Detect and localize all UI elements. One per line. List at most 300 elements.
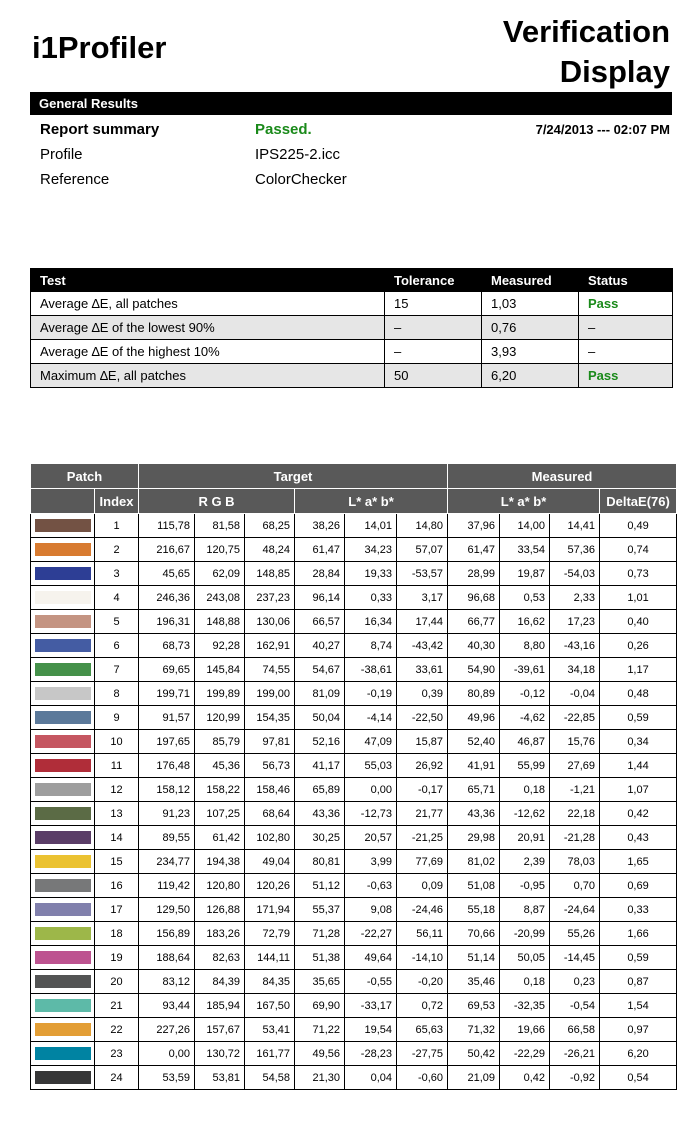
patch-index: 23	[95, 1042, 139, 1066]
target-a: 49,64	[345, 946, 397, 970]
target-b-star: 14,80	[397, 514, 448, 538]
patch-row	[31, 922, 677, 946]
target-g: 183,26	[195, 922, 245, 946]
target-b-star: -27,75	[397, 1042, 448, 1066]
target-b: 48,24	[245, 538, 295, 562]
measured-b-star: -54,03	[550, 562, 600, 586]
target-r: 53,59	[139, 1066, 195, 1090]
color-swatch	[35, 999, 91, 1012]
target-a: 55,03	[345, 754, 397, 778]
target-g: 107,25	[195, 802, 245, 826]
measured-lab-header: L* a* b*	[448, 489, 600, 514]
target-g: 120,80	[195, 874, 245, 898]
patch-row	[31, 634, 677, 658]
patch-swatch-cell	[31, 826, 95, 850]
target-a: -33,17	[345, 994, 397, 1018]
target-g: 61,42	[195, 826, 245, 850]
target-b: 161,77	[245, 1042, 295, 1066]
patch-swatch-cell	[31, 538, 95, 562]
tests-header-tolerance: Tolerance	[385, 269, 482, 292]
target-b-star: 56,11	[397, 922, 448, 946]
reference-label: Reference	[40, 171, 110, 188]
target-b: 120,26	[245, 874, 295, 898]
measured-b-star: 34,18	[550, 658, 600, 682]
target-g: 45,36	[195, 754, 245, 778]
target-r: 69,65	[139, 658, 195, 682]
delta-e: 0,34	[600, 730, 677, 754]
target-b: 130,06	[245, 610, 295, 634]
target-g: 194,38	[195, 850, 245, 874]
target-a: 47,09	[345, 730, 397, 754]
measured-b-star: 0,23	[550, 970, 600, 994]
target-r: 93,44	[139, 994, 195, 1018]
target-l: 69,90	[295, 994, 345, 1018]
measured-b-star: 27,69	[550, 754, 600, 778]
target-b: 54,58	[245, 1066, 295, 1090]
patch-index: 5	[95, 610, 139, 634]
color-swatch	[35, 831, 91, 844]
measured-b-star: -0,04	[550, 682, 600, 706]
target-r: 91,57	[139, 706, 195, 730]
patch-row	[31, 1042, 677, 1066]
measured-b-star: 2,33	[550, 586, 600, 610]
patch-row	[31, 754, 677, 778]
measured-l: 54,90	[448, 658, 500, 682]
delta-e: 1,44	[600, 754, 677, 778]
target-a: 8,74	[345, 634, 397, 658]
measured-b-star: 55,26	[550, 922, 600, 946]
target-l: 96,14	[295, 586, 345, 610]
patch-swatch-cell	[31, 706, 95, 730]
document-title-line1: Verification	[502, 14, 670, 49]
patch-row	[31, 946, 677, 970]
measured-l: 66,77	[448, 610, 500, 634]
delta-e: 0,69	[600, 874, 677, 898]
target-l: 28,84	[295, 562, 345, 586]
tests-row	[31, 316, 673, 340]
target-g: 158,22	[195, 778, 245, 802]
delta-e-header: DeltaE(76)	[600, 489, 677, 514]
measured-b-star: -22,85	[550, 706, 600, 730]
test-name: Maximum ∆E, all patches	[31, 364, 385, 388]
patch-index: 17	[95, 898, 139, 922]
target-b-star: -14,10	[397, 946, 448, 970]
target-g: 199,89	[195, 682, 245, 706]
target-b: 171,94	[245, 898, 295, 922]
color-swatch	[35, 1023, 91, 1036]
measured-l: 43,36	[448, 802, 500, 826]
measured-b-star: 17,23	[550, 610, 600, 634]
target-l: 38,26	[295, 514, 345, 538]
patch-swatch-cell	[31, 898, 95, 922]
color-swatch	[35, 567, 91, 580]
measured-b-star: 78,03	[550, 850, 600, 874]
app-title: i1Profiler	[32, 30, 167, 65]
patch-index: 4	[95, 586, 139, 610]
target-g: 157,67	[195, 1018, 245, 1042]
delta-e: 0,73	[600, 562, 677, 586]
target-r: 156,89	[139, 922, 195, 946]
target-b-star: -43,42	[397, 634, 448, 658]
general-results-bar: General Results	[30, 92, 672, 115]
measured-l: 80,89	[448, 682, 500, 706]
target-a: -4,14	[345, 706, 397, 730]
patch-swatch-cell	[31, 610, 95, 634]
target-g: 145,84	[195, 658, 245, 682]
delta-e: 0,48	[600, 682, 677, 706]
test-name: Average ∆E of the highest 10%	[31, 340, 385, 364]
patch-swatch-cell	[31, 874, 95, 898]
target-b: 148,85	[245, 562, 295, 586]
delta-e: 0,33	[600, 898, 677, 922]
test-status: Pass	[579, 364, 673, 388]
target-a: -28,23	[345, 1042, 397, 1066]
patch-swatch-cell	[31, 778, 95, 802]
patch-index: 24	[95, 1066, 139, 1090]
measured-a: 0,18	[500, 778, 550, 802]
patch-sub-header-row	[31, 489, 677, 514]
delta-e: 0,59	[600, 706, 677, 730]
target-b-star: 17,44	[397, 610, 448, 634]
report-summary-label: Report summary	[40, 121, 160, 138]
target-r: 176,48	[139, 754, 195, 778]
target-a: 3,99	[345, 850, 397, 874]
target-r: 158,12	[139, 778, 195, 802]
target-b: 102,80	[245, 826, 295, 850]
target-a: -22,27	[345, 922, 397, 946]
measured-a: 2,39	[500, 850, 550, 874]
measured-b-star: 15,76	[550, 730, 600, 754]
patch-row	[31, 994, 677, 1018]
patch-index: 22	[95, 1018, 139, 1042]
target-b: 84,35	[245, 970, 295, 994]
test-measured: 6,20	[482, 364, 579, 388]
patch-swatch-cell	[31, 922, 95, 946]
target-g: 185,94	[195, 994, 245, 1018]
target-l: 71,22	[295, 1018, 345, 1042]
color-swatch	[35, 759, 91, 772]
color-swatch	[35, 591, 91, 604]
target-r: 227,26	[139, 1018, 195, 1042]
measured-a: -20,99	[500, 922, 550, 946]
delta-e: 1,66	[600, 922, 677, 946]
patch-swatch-cell	[31, 586, 95, 610]
target-l: 51,12	[295, 874, 345, 898]
delta-e: 1,54	[600, 994, 677, 1018]
patch-swatch-cell	[31, 634, 95, 658]
patch-group-header: Patch	[31, 464, 139, 489]
target-rgb-header: R G B	[139, 489, 295, 514]
target-b: 158,46	[245, 778, 295, 802]
test-status: –	[579, 340, 673, 364]
patch-index: 11	[95, 754, 139, 778]
measured-l: 96,68	[448, 586, 500, 610]
patch-index: 16	[95, 874, 139, 898]
target-b-star: -0,60	[397, 1066, 448, 1090]
target-a: 20,57	[345, 826, 397, 850]
measured-l: 81,02	[448, 850, 500, 874]
test-tolerance: 15	[385, 292, 482, 316]
delta-e: 1,01	[600, 586, 677, 610]
color-swatch	[35, 807, 91, 820]
target-l: 71,28	[295, 922, 345, 946]
swatch-header	[31, 489, 95, 514]
document-title	[503, 12, 670, 92]
test-tolerance: –	[385, 316, 482, 340]
measured-l: 52,40	[448, 730, 500, 754]
target-g: 53,81	[195, 1066, 245, 1090]
target-g: 85,79	[195, 730, 245, 754]
target-l: 50,04	[295, 706, 345, 730]
test-measured: 3,93	[482, 340, 579, 364]
patch-index: 12	[95, 778, 139, 802]
patch-row	[31, 706, 677, 730]
tests-row	[31, 292, 673, 316]
target-l: 30,25	[295, 826, 345, 850]
patch-swatch-cell	[31, 730, 95, 754]
target-a: 16,34	[345, 610, 397, 634]
measured-a: -32,35	[500, 994, 550, 1018]
patch-index: 10	[95, 730, 139, 754]
target-b-star: -0,17	[397, 778, 448, 802]
target-g: 62,09	[195, 562, 245, 586]
color-swatch	[35, 639, 91, 652]
target-b: 154,35	[245, 706, 295, 730]
color-swatch	[35, 879, 91, 892]
measured-a: 0,18	[500, 970, 550, 994]
patch-index: 7	[95, 658, 139, 682]
target-a: 0,00	[345, 778, 397, 802]
test-measured: 1,03	[482, 292, 579, 316]
profile-value: IPS225-2.icc	[255, 146, 341, 163]
target-r: 45,65	[139, 562, 195, 586]
tests-header-row	[31, 269, 673, 292]
patch-row	[31, 1018, 677, 1042]
color-swatch	[35, 519, 91, 532]
target-b-star: 21,77	[397, 802, 448, 826]
target-g: 84,39	[195, 970, 245, 994]
measured-l: 55,18	[448, 898, 500, 922]
target-r: 196,31	[139, 610, 195, 634]
target-g: 243,08	[195, 586, 245, 610]
target-b-star: -53,57	[397, 562, 448, 586]
measured-l: 51,14	[448, 946, 500, 970]
measured-a: 0,53	[500, 586, 550, 610]
measured-l: 35,46	[448, 970, 500, 994]
tests-table	[30, 268, 673, 388]
measured-l: 28,99	[448, 562, 500, 586]
target-b-star: 33,61	[397, 658, 448, 682]
tests-row	[31, 364, 673, 388]
target-l: 52,16	[295, 730, 345, 754]
target-lab-header: L* a* b*	[295, 489, 448, 514]
patch-index: 9	[95, 706, 139, 730]
measured-l: 21,09	[448, 1066, 500, 1090]
measured-a: -22,29	[500, 1042, 550, 1066]
patch-swatch-cell	[31, 658, 95, 682]
patch-swatch-cell	[31, 970, 95, 994]
measured-b-star: 22,18	[550, 802, 600, 826]
target-r: 91,23	[139, 802, 195, 826]
measured-l: 51,08	[448, 874, 500, 898]
measured-l: 37,96	[448, 514, 500, 538]
target-r: 188,64	[139, 946, 195, 970]
target-a: 19,33	[345, 562, 397, 586]
color-swatch	[35, 1071, 91, 1084]
test-status: Pass	[579, 292, 673, 316]
delta-e: 0,59	[600, 946, 677, 970]
target-r: 119,42	[139, 874, 195, 898]
delta-e: 6,20	[600, 1042, 677, 1066]
target-g: 126,88	[195, 898, 245, 922]
measured-a: 14,00	[500, 514, 550, 538]
measured-l: 61,47	[448, 538, 500, 562]
target-b: 97,81	[245, 730, 295, 754]
tests-header-measured: Measured	[482, 269, 579, 292]
patch-row	[31, 610, 677, 634]
delta-e: 0,26	[600, 634, 677, 658]
target-b-star: 15,87	[397, 730, 448, 754]
target-a: -0,63	[345, 874, 397, 898]
color-swatch	[35, 1047, 91, 1060]
color-swatch	[35, 735, 91, 748]
target-g: 120,99	[195, 706, 245, 730]
measured-b-star: 0,70	[550, 874, 600, 898]
target-b-star: 57,07	[397, 538, 448, 562]
measured-a: 16,62	[500, 610, 550, 634]
target-l: 65,89	[295, 778, 345, 802]
test-tolerance: –	[385, 340, 482, 364]
patch-row	[31, 1066, 677, 1090]
patch-swatch-cell	[31, 1066, 95, 1090]
color-swatch	[35, 687, 91, 700]
tests-header-test: Test	[31, 269, 385, 292]
measured-b-star: -1,21	[550, 778, 600, 802]
patch-swatch-cell	[31, 682, 95, 706]
target-g: 120,75	[195, 538, 245, 562]
target-b-star: 65,63	[397, 1018, 448, 1042]
color-swatch	[35, 783, 91, 796]
target-l: 49,56	[295, 1042, 345, 1066]
patch-swatch-cell	[31, 1042, 95, 1066]
target-r: 234,77	[139, 850, 195, 874]
patch-swatch-cell	[31, 754, 95, 778]
target-b-star: -24,46	[397, 898, 448, 922]
measured-b-star: -0,54	[550, 994, 600, 1018]
measured-a: 20,91	[500, 826, 550, 850]
test-measured: 0,76	[482, 316, 579, 340]
measured-a: -0,12	[500, 682, 550, 706]
measured-b-star: -21,28	[550, 826, 600, 850]
delta-e: 1,07	[600, 778, 677, 802]
measured-a: 50,05	[500, 946, 550, 970]
target-l: 54,67	[295, 658, 345, 682]
tests-header-status: Status	[579, 269, 673, 292]
target-l: 43,36	[295, 802, 345, 826]
target-r: 129,50	[139, 898, 195, 922]
measured-a: -12,62	[500, 802, 550, 826]
measured-a: 19,87	[500, 562, 550, 586]
target-a: 14,01	[345, 514, 397, 538]
measured-a: -39,61	[500, 658, 550, 682]
target-g: 148,88	[195, 610, 245, 634]
patch-row	[31, 514, 677, 538]
measured-l: 40,30	[448, 634, 500, 658]
target-l: 35,65	[295, 970, 345, 994]
target-a: 19,54	[345, 1018, 397, 1042]
target-r: 115,78	[139, 514, 195, 538]
measured-l: 41,91	[448, 754, 500, 778]
reference-value: ColorChecker	[255, 171, 347, 188]
test-tolerance: 50	[385, 364, 482, 388]
measured-a: 8,87	[500, 898, 550, 922]
measured-b-star: 14,41	[550, 514, 600, 538]
target-b-star: -22,50	[397, 706, 448, 730]
color-swatch	[35, 663, 91, 676]
measured-b-star: -0,92	[550, 1066, 600, 1090]
target-l: 80,81	[295, 850, 345, 874]
color-swatch	[35, 543, 91, 556]
target-b-star: 0,72	[397, 994, 448, 1018]
target-g: 81,58	[195, 514, 245, 538]
patch-row	[31, 538, 677, 562]
target-b: 68,25	[245, 514, 295, 538]
tests-row	[31, 340, 673, 364]
target-b: 49,04	[245, 850, 295, 874]
target-r: 197,65	[139, 730, 195, 754]
patch-row	[31, 682, 677, 706]
measured-b-star: 57,36	[550, 538, 600, 562]
target-l: 51,38	[295, 946, 345, 970]
target-r: 199,71	[139, 682, 195, 706]
target-b-star: 0,39	[397, 682, 448, 706]
patch-swatch-cell	[31, 802, 95, 826]
delta-e: 0,49	[600, 514, 677, 538]
target-g: 130,72	[195, 1042, 245, 1066]
measured-a: -0,95	[500, 874, 550, 898]
measured-l: 70,66	[448, 922, 500, 946]
target-l: 40,27	[295, 634, 345, 658]
measured-group-header: Measured	[448, 464, 677, 489]
color-swatch	[35, 903, 91, 916]
target-b: 74,55	[245, 658, 295, 682]
target-r: 68,73	[139, 634, 195, 658]
target-l: 41,17	[295, 754, 345, 778]
measured-a: 0,42	[500, 1066, 550, 1090]
delta-e: 0,97	[600, 1018, 677, 1042]
delta-e: 0,43	[600, 826, 677, 850]
profile-label: Profile	[40, 146, 83, 163]
patch-row	[31, 658, 677, 682]
delta-e: 0,54	[600, 1066, 677, 1090]
patch-index: 2	[95, 538, 139, 562]
test-status: –	[579, 316, 673, 340]
target-b-star: -21,25	[397, 826, 448, 850]
target-b-star: 26,92	[397, 754, 448, 778]
target-b: 56,73	[245, 754, 295, 778]
color-swatch	[35, 951, 91, 964]
patch-row	[31, 802, 677, 826]
measured-l: 49,96	[448, 706, 500, 730]
target-b: 72,79	[245, 922, 295, 946]
patch-table	[30, 464, 677, 1090]
target-b-star: 77,69	[397, 850, 448, 874]
patch-index: 6	[95, 634, 139, 658]
patch-index: 21	[95, 994, 139, 1018]
delta-e: 0,40	[600, 610, 677, 634]
index-header: Index	[95, 489, 139, 514]
measured-l: 50,42	[448, 1042, 500, 1066]
